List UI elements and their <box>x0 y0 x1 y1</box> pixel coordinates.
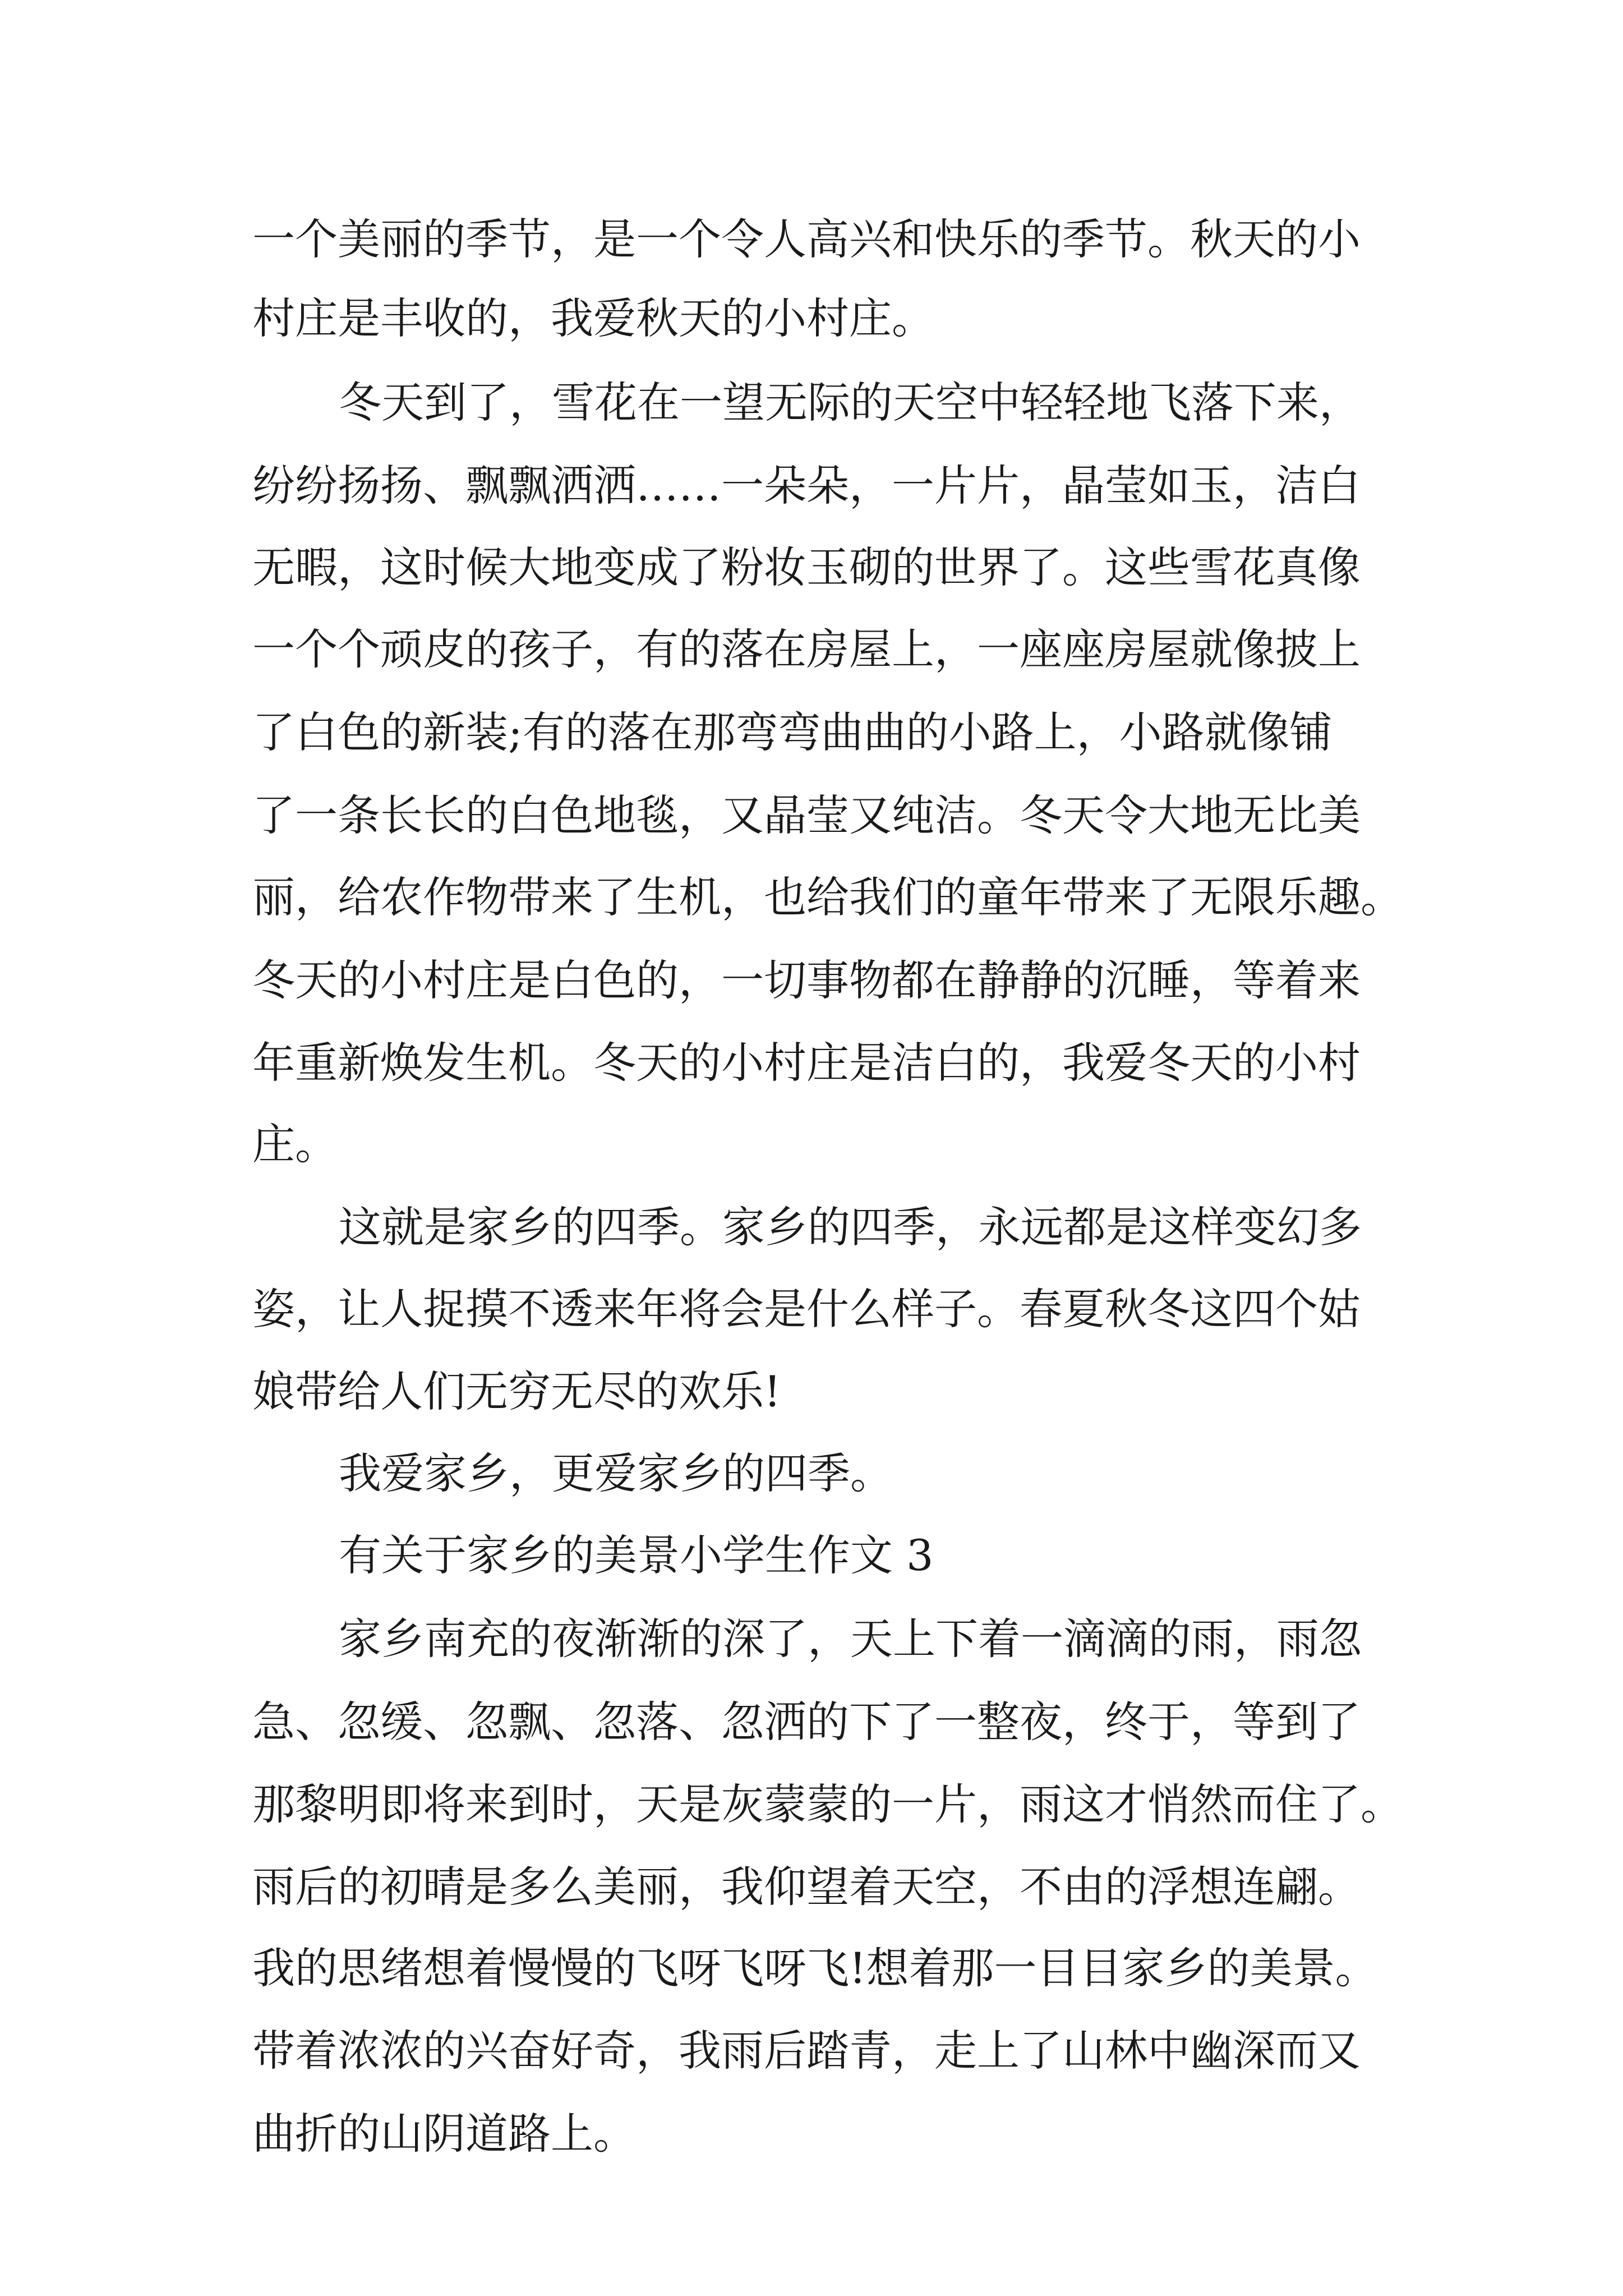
text-line: 无暇，这时候大地变成了粉妆玉砌的世界了。这些雪花真像 <box>252 542 1361 592</box>
text-line: 庄。 <box>252 1119 338 1169</box>
text-line: 了一条长长的白色地毯，又晶莹又纯洁。冬天令大地无比美 <box>252 790 1361 840</box>
text-line: 带着浓浓的兴奋好奇，我雨后踏青，走上了山林中幽深而又 <box>252 2026 1361 2076</box>
section-heading: 有关于家乡的美景小学生作文 3 <box>339 1530 934 1580</box>
paragraph-start: 我爱家乡，更爱家乡的四季。 <box>339 1448 893 1498</box>
paragraph-start: 冬天到了，雪花在一望无际的天空中轻轻地飞落下来， <box>339 378 1362 427</box>
text-line: 一个美丽的季节，是一个令人高兴和快乐的季节。秋天的小 <box>252 214 1361 264</box>
text-line: 雨后的初晴是多么美丽，我仰望着天空，不由的浮想连翩。 <box>252 1862 1361 1912</box>
text-line: 村庄是丰收的，我爱秋天的小村庄。 <box>252 293 934 343</box>
paragraph-start: 家乡南充的夜渐渐的深了，天上下着一滴滴的雨，雨忽 <box>339 1614 1362 1664</box>
text-line: 年重新焕发生机。冬天的小村庄是洁白的，我爱冬天的小村 <box>252 1038 1361 1088</box>
text-line: 急、忽缓、忽飘、忽落、忽洒的下了一整夜，终于，等到了 <box>252 1697 1361 1747</box>
text-line: 了白色的新装;有的落在那弯弯曲曲的小路上，小路就像铺 <box>252 707 1332 757</box>
text-line: 冬天的小村庄是白色的，一切事物都在静静的沉睡，等着来 <box>252 955 1361 1005</box>
text-line: 曲折的山阴道路上。 <box>252 2109 636 2159</box>
text-line: 娘带给人们无穷无尽的欢乐! <box>252 1366 781 1416</box>
text-line: 一个个顽皮的孩子，有的落在房屋上，一座座房屋就像披上 <box>252 624 1361 674</box>
paragraph-start: 这就是家乡的四季。家乡的四季，永远都是这样变幻多 <box>339 1202 1362 1252</box>
text-line: 那黎明即将来到时，天是灰蒙蒙的一片，雨这才悄然而住了。 <box>252 1779 1403 1829</box>
text-line: 丽，给农作物带来了生机，也给我们的童年带来了无限乐趣。 <box>252 872 1403 922</box>
text-line: 我的思绪想着慢慢的飞呀飞呀飞!想着那一目目家乡的美景。 <box>252 1943 1378 1993</box>
text-line: 姿，让人捉摸不透来年将会是什么样子。春夏秋冬这四个姑 <box>252 1284 1361 1334</box>
text-line: 纷纷扬扬、飘飘洒洒……一朵朵，一片片，晶莹如玉，洁白 <box>252 461 1361 510</box>
